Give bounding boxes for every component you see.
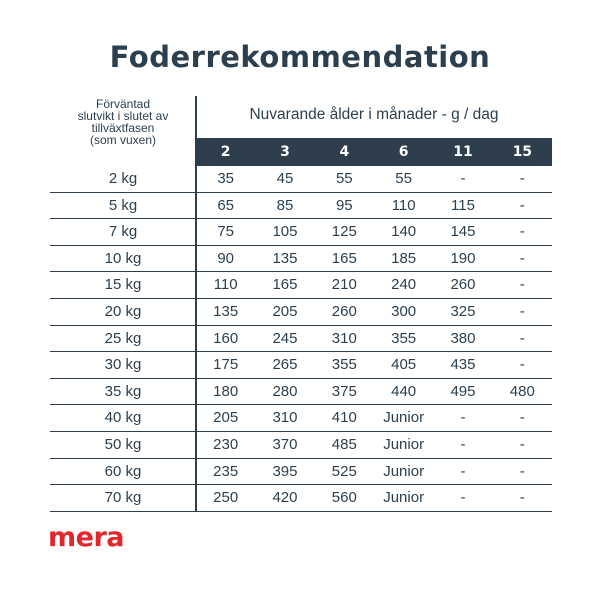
- age-header-cell: 3: [280, 144, 290, 160]
- table-cell: 525: [331, 462, 357, 480]
- table-cell: 410: [331, 409, 357, 427]
- table-cell: -: [519, 170, 525, 187]
- table-row: [50, 246, 552, 273]
- table-cell: 35: [217, 170, 234, 187]
- table-cell: 235: [213, 462, 239, 480]
- table-row: [50, 299, 552, 326]
- table-cell: 90: [217, 249, 234, 267]
- table-cell: 325: [450, 302, 476, 320]
- row-weight: 2 kg: [108, 170, 138, 187]
- table-cell: -: [519, 302, 525, 320]
- table-row: [50, 219, 552, 246]
- table-cell: 145: [450, 223, 476, 241]
- table-cell: 95: [335, 196, 353, 214]
- age-group-header: Nuvarande ålder i månader - g / dag: [249, 106, 499, 123]
- table-cell: 480: [509, 382, 535, 400]
- age-header-cell: 4: [339, 144, 350, 160]
- table-cell: 175: [213, 356, 239, 374]
- table-cell: 355: [331, 356, 357, 374]
- table-cell: 375: [331, 382, 357, 400]
- age-header-cell: 6: [398, 144, 409, 160]
- table-row: [50, 379, 552, 406]
- table-row: [50, 405, 552, 432]
- row-weight: 7 kg: [108, 223, 138, 241]
- table-cell: 260: [331, 302, 357, 320]
- table-cell: 75: [217, 223, 234, 241]
- table-cell: 395: [272, 462, 298, 480]
- table-cell: Junior: [383, 489, 425, 507]
- feeding-table-body: [50, 166, 552, 512]
- table-cell: 185: [391, 249, 417, 267]
- table-cell: 230: [213, 435, 239, 453]
- age-header-cell: 15: [512, 144, 533, 160]
- table-cell: 240: [391, 276, 417, 294]
- row-weight: 70 kg: [104, 489, 142, 507]
- table-cell: 190: [450, 249, 476, 267]
- weight-header-line: slutvikt i slutet av: [77, 109, 169, 123]
- table-cell: 110: [213, 276, 238, 294]
- row-weight: 40 kg: [104, 409, 142, 427]
- table-cell: -: [460, 489, 466, 507]
- table-cell: 310: [272, 409, 298, 427]
- table-cell: Junior: [383, 409, 425, 427]
- age-header-cell: 2: [220, 144, 231, 160]
- table-cell: 245: [272, 329, 298, 347]
- table-cell: 310: [331, 329, 357, 347]
- row-weight: 5 kg: [108, 196, 138, 214]
- table-cell: 110: [391, 196, 416, 214]
- table-cell: -: [519, 249, 525, 267]
- table-cell: 135: [272, 249, 298, 267]
- table-cell: 55: [395, 170, 412, 187]
- table-row: [50, 326, 552, 353]
- table-cell: 495: [450, 382, 476, 400]
- age-header-cell: 11: [453, 144, 473, 160]
- table-row: [50, 485, 552, 512]
- table-row: [50, 432, 552, 459]
- table-cell: 105: [272, 223, 298, 241]
- table-row: [50, 193, 552, 220]
- table-cell: 165: [331, 249, 357, 267]
- table-cell: -: [460, 170, 466, 187]
- row-weight: 35 kg: [104, 382, 142, 400]
- table-cell: 135: [213, 302, 239, 320]
- table-cell: 180: [213, 382, 239, 400]
- table-cell: 250: [213, 489, 239, 507]
- table-cell: 300: [391, 302, 417, 320]
- table-cell: -: [460, 462, 466, 480]
- table-cell: -: [519, 462, 525, 480]
- table-cell: Junior: [383, 462, 425, 480]
- table-cell: -: [519, 329, 525, 347]
- table-cell: 485: [331, 435, 357, 453]
- brand-logo: mera: [48, 522, 124, 553]
- table-cell: 265: [272, 356, 298, 374]
- row-weight: 20 kg: [104, 302, 142, 320]
- table-cell: 405: [391, 356, 417, 374]
- row-weight: 15 kg: [104, 276, 142, 294]
- table-cell: Junior: [383, 435, 425, 453]
- table-cell: 440: [391, 382, 417, 400]
- table-cell: -: [519, 223, 525, 241]
- table-cell: 205: [213, 409, 239, 427]
- row-weight: 30 kg: [104, 356, 142, 374]
- table-cell: -: [519, 196, 525, 214]
- table-row: [50, 459, 552, 486]
- weight-header-line: (som vuxen): [89, 133, 157, 147]
- row-weight: 50 kg: [104, 435, 142, 453]
- table-cell: 435: [450, 356, 476, 374]
- table-cell: 355: [391, 329, 417, 347]
- table-cell: 115: [451, 196, 475, 214]
- table-cell: 165: [272, 276, 298, 294]
- table-cell: 210: [331, 276, 357, 294]
- table-row: [50, 352, 552, 379]
- table-cell: 380: [450, 329, 476, 347]
- table-row: [50, 272, 552, 299]
- age-header-bar: [196, 138, 552, 166]
- row-weight: 25 kg: [104, 329, 142, 347]
- row-weight: 10 kg: [104, 249, 142, 267]
- row-weight: 60 kg: [104, 462, 142, 480]
- weight-column-header: [50, 98, 196, 146]
- table-cell: 560: [331, 489, 357, 507]
- table-cell: 55: [335, 170, 353, 187]
- table-cell: -: [519, 489, 525, 507]
- page-title: Foderrekommendation: [109, 40, 491, 74]
- table-cell: 85: [276, 196, 294, 214]
- table-cell: 65: [217, 196, 234, 214]
- table-cell: 420: [272, 489, 298, 507]
- table-cell: 370: [272, 435, 298, 453]
- table-cell: 140: [391, 223, 417, 241]
- table-cell: 260: [450, 276, 476, 294]
- table-cell: -: [519, 409, 525, 427]
- table-cell: 160: [213, 329, 239, 347]
- table-cell: -: [460, 435, 466, 453]
- table-cell: 45: [276, 170, 294, 187]
- table-cell: -: [460, 409, 466, 427]
- table-cell: -: [519, 276, 525, 294]
- weight-header-line: tillväxtfasen: [91, 121, 155, 135]
- table-row: [50, 166, 552, 193]
- table-cell: 280: [272, 382, 298, 400]
- table-cell: -: [519, 356, 525, 374]
- table-cell: 205: [272, 302, 298, 320]
- table-cell: 125: [331, 223, 357, 241]
- weight-header-line: Förväntad: [95, 97, 151, 111]
- table-cell: -: [519, 435, 525, 453]
